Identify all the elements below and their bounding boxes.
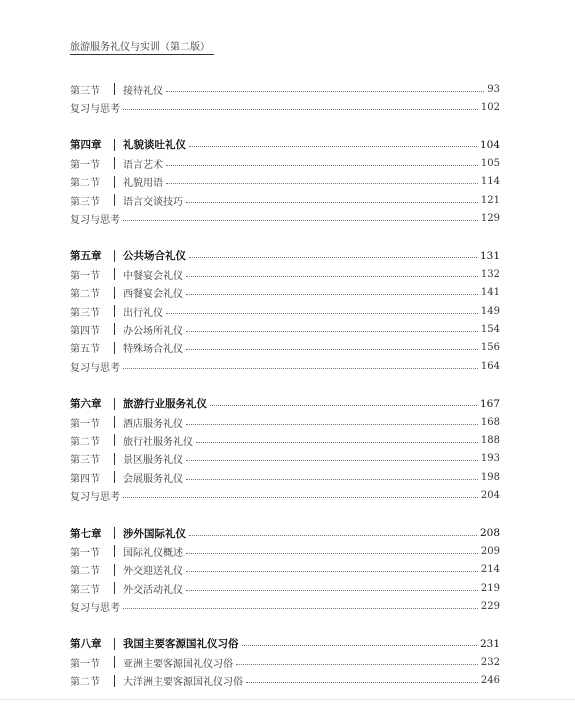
- toc-entry-title: 国际礼仪概述: [123, 547, 183, 559]
- toc-dot-leader: [189, 257, 477, 258]
- toc-page-number: 131: [479, 249, 500, 262]
- toc-separator-bar: [114, 545, 115, 557]
- toc-separator-bar: [114, 323, 115, 335]
- toc-separator-bar: [114, 527, 115, 539]
- toc-page-number: 246: [480, 675, 500, 687]
- toc-dot-leader: [123, 497, 478, 498]
- toc-separator-bar: [114, 157, 115, 169]
- toc-entry-title: 办公场所礼仪: [123, 325, 183, 337]
- toc-entry-label: 第二节: [70, 566, 100, 578]
- toc-entry-title: 复习与思考: [70, 492, 120, 504]
- toc-section-row[interactable]: [70, 173, 500, 191]
- toc-separator-bar: [114, 176, 115, 188]
- toc-section-row[interactable]: [70, 154, 500, 172]
- toc-dot-leader: [123, 109, 478, 110]
- toc-group: [70, 136, 500, 228]
- toc-entry-title: 礼貌用语: [123, 178, 163, 190]
- toc-chapter-row[interactable]: [70, 635, 500, 653]
- toc-page-number: 229: [480, 601, 500, 613]
- toc-dot-leader: [186, 331, 478, 332]
- toc-dot-leader: [186, 276, 478, 277]
- toc-entry-label: 第七章: [70, 527, 102, 540]
- toc-section-row[interactable]: [70, 653, 500, 671]
- toc-dot-leader: [123, 368, 478, 369]
- toc-entry-title: 旅行社服务礼仪: [123, 436, 193, 448]
- toc-entry-title: 复习与思考: [70, 215, 120, 227]
- toc-page-number: 214: [480, 564, 500, 576]
- toc-separator-bar: [114, 194, 115, 206]
- toc-dot-leader: [123, 220, 478, 221]
- toc-entry-label: 第六章: [70, 398, 102, 411]
- toc-dot-leader: [186, 553, 478, 554]
- toc-entry-label: 第四节: [70, 473, 100, 485]
- toc-dot-leader: [186, 424, 478, 425]
- toc-entry-title: 西餐宴会礼仪: [123, 289, 183, 301]
- toc-dot-leader: [166, 165, 478, 166]
- toc-entry-title: 景区服务礼仪: [123, 455, 183, 467]
- toc-page-number: 93: [487, 83, 500, 95]
- toc-review-row[interactable]: [70, 597, 500, 615]
- table-of-contents: [70, 80, 500, 709]
- toc-page-number: 164: [480, 360, 500, 372]
- toc-page-number: 219: [480, 582, 500, 594]
- toc-entry-title: 复习与思考: [70, 362, 120, 374]
- toc-separator-bar: [114, 305, 115, 317]
- toc-page-number: 232: [480, 656, 500, 668]
- toc-dot-leader: [186, 294, 478, 295]
- toc-entry-title: 我国主要客源国礼仪习俗: [123, 638, 239, 651]
- toc-review-row[interactable]: [70, 98, 500, 116]
- toc-entry-label: 第四章: [70, 139, 102, 152]
- toc-section-row[interactable]: [70, 413, 500, 431]
- toc-entry-title: 外交迎送礼仪: [123, 566, 183, 578]
- toc-dot-leader: [186, 590, 478, 591]
- toc-dot-leader: [189, 535, 477, 536]
- toc-entry-title: 涉外国际礼仪: [123, 527, 186, 540]
- toc-section-row[interactable]: [70, 80, 500, 98]
- toc-page-number: 104: [479, 138, 500, 151]
- toc-dot-leader: [186, 349, 478, 350]
- toc-entry-title: 公共场合礼仪: [123, 250, 186, 263]
- toc-entry-label: 第三节: [70, 455, 100, 467]
- header-rule: [70, 54, 214, 55]
- toc-dot-leader: [242, 645, 477, 646]
- toc-entry-title: 复习与思考: [70, 104, 120, 116]
- toc-dot-leader: [186, 460, 478, 461]
- toc-dot-leader: [166, 313, 478, 314]
- toc-group: [70, 80, 500, 117]
- toc-page-number: 102: [480, 102, 500, 114]
- toc-separator-bar: [114, 434, 115, 446]
- toc-dot-leader: [186, 479, 478, 480]
- toc-entry-label: 第四节: [70, 325, 100, 337]
- toc-section-row[interactable]: [70, 672, 500, 690]
- toc-page-number: 231: [479, 637, 500, 650]
- toc-page-number: 121: [480, 194, 500, 206]
- toc-entry-label: 第一节: [70, 418, 100, 430]
- toc-entry-label: 第五章: [70, 250, 102, 263]
- toc-entry-title: 中餐宴会礼仪: [123, 270, 183, 282]
- toc-section-row[interactable]: [70, 450, 500, 468]
- toc-group: [70, 524, 500, 616]
- toc-separator-bar: [114, 398, 115, 410]
- toc-separator-bar: [114, 268, 115, 280]
- toc-page-number: 156: [480, 342, 500, 354]
- running-header: 旅游服务礼仪与实训（第二版）: [70, 42, 210, 53]
- toc-entry-label: 第八章: [70, 638, 102, 651]
- toc-separator-bar: [114, 471, 115, 483]
- toc-page-number: 198: [480, 471, 500, 483]
- toc-dot-leader: [196, 442, 478, 443]
- toc-separator-bar: [114, 139, 115, 151]
- toc-page-number: 208: [479, 527, 500, 539]
- toc-entry-label: 第五节: [70, 344, 100, 356]
- toc-entry-title: 复习与思考: [70, 603, 120, 615]
- toc-section-row[interactable]: [70, 542, 500, 560]
- toc-entry-title: 酒店服务礼仪: [123, 418, 183, 430]
- toc-section-row[interactable]: [70, 191, 500, 209]
- toc-section-row[interactable]: [70, 431, 500, 449]
- toc-review-row[interactable]: [70, 209, 500, 227]
- toc-chapter-row[interactable]: [70, 247, 500, 265]
- toc-section-row[interactable]: [70, 339, 500, 357]
- toc-section-row[interactable]: [70, 468, 500, 486]
- toc-entry-title: 语言交谈技巧: [123, 196, 183, 208]
- toc-page-number: 141: [480, 287, 500, 299]
- toc-section-row[interactable]: [70, 302, 500, 320]
- toc-entry-label: 第一节: [70, 658, 100, 670]
- toc-entry-title: 接待礼仪: [123, 85, 163, 97]
- toc-entry-label: 第二节: [70, 178, 100, 190]
- toc-entry-label: 第一节: [70, 270, 100, 282]
- toc-page-number: 129: [480, 213, 500, 225]
- toc-page-number: 105: [480, 157, 500, 169]
- toc-review-row[interactable]: [70, 357, 500, 375]
- toc-entry-label: 第二节: [70, 289, 100, 301]
- toc-separator-bar: [114, 416, 115, 428]
- toc-dot-leader: [166, 91, 484, 92]
- toc-entry-label: 第三节: [70, 196, 100, 208]
- toc-entry-label: 第二节: [70, 436, 100, 448]
- toc-section-row[interactable]: [70, 284, 500, 302]
- toc-group: [70, 247, 500, 376]
- toc-entry-title: 亚洲主要客源国礼仪习俗: [123, 658, 233, 670]
- toc-separator-bar: [114, 675, 115, 687]
- toc-dot-leader: [210, 405, 477, 406]
- toc-section-row[interactable]: [70, 561, 500, 579]
- toc-separator-bar: [114, 656, 115, 668]
- page-bottom-edge: [0, 699, 575, 700]
- toc-section-row[interactable]: [70, 320, 500, 338]
- toc-page-number: 209: [480, 545, 500, 557]
- toc-entry-title: 外交活动礼仪: [123, 584, 183, 596]
- toc-entry-label: 第二节: [70, 677, 100, 689]
- toc-page-number: 132: [480, 268, 500, 280]
- toc-entry-title: 出行礼仪: [123, 307, 163, 319]
- toc-page-number: 114: [480, 176, 500, 188]
- toc-entry-title: 礼貌谈吐礼仪: [123, 139, 186, 152]
- toc-dot-leader: [166, 183, 478, 184]
- toc-group: [70, 394, 500, 504]
- toc-separator-bar: [114, 83, 115, 95]
- toc-entry-label: 第一节: [70, 159, 100, 171]
- toc-group: [70, 635, 500, 690]
- toc-entry-label: 第三节: [70, 584, 100, 596]
- toc-entry-title: 语言艺术: [123, 159, 163, 171]
- toc-section-row[interactable]: [70, 579, 500, 597]
- toc-page-number: 168: [480, 416, 500, 428]
- toc-entry-title: 会展服务礼仪: [123, 473, 183, 485]
- toc-separator-bar: [114, 342, 115, 354]
- toc-page-number: 154: [480, 323, 500, 335]
- toc-dot-leader: [236, 664, 478, 665]
- toc-review-row[interactable]: [70, 486, 500, 504]
- toc-page-number: 193: [480, 453, 500, 465]
- toc-page-number: 188: [480, 434, 500, 446]
- toc-separator-bar: [114, 453, 115, 465]
- toc-entry-title: 特殊场合礼仪: [123, 344, 183, 356]
- toc-dot-leader: [189, 146, 477, 147]
- toc-entry-label: 第三节: [70, 85, 100, 97]
- toc-dot-leader: [186, 571, 478, 572]
- toc-entry-label: 第一节: [70, 547, 100, 559]
- toc-entry-title: 旅游行业服务礼仪: [123, 398, 207, 411]
- toc-separator-bar: [114, 287, 115, 299]
- toc-page-number: 167: [479, 397, 500, 410]
- toc-separator-bar: [114, 564, 115, 576]
- toc-dot-leader: [186, 202, 478, 203]
- toc-chapter-row[interactable]: [70, 136, 500, 154]
- toc-entry-label: 第三节: [70, 307, 100, 319]
- toc-entry-title: 大洋洲主要客源国礼仪习俗: [123, 677, 243, 689]
- toc-page-number: 204: [480, 490, 500, 502]
- toc-chapter-row[interactable]: [70, 394, 500, 412]
- toc-separator-bar: [114, 638, 115, 650]
- toc-dot-leader: [123, 608, 478, 609]
- toc-page-number: 149: [480, 305, 500, 317]
- toc-separator-bar: [114, 582, 115, 594]
- toc-chapter-row[interactable]: [70, 524, 500, 542]
- toc-dot-leader: [246, 682, 478, 683]
- toc-section-row[interactable]: [70, 265, 500, 283]
- toc-separator-bar: [114, 250, 115, 262]
